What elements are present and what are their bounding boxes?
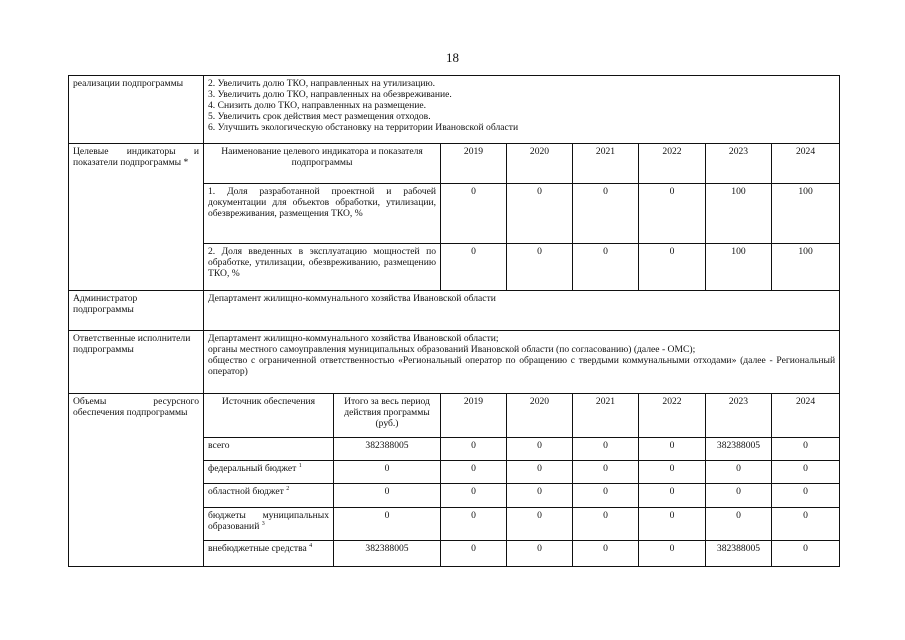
executor-item: Департамент жилищно-коммунального хозяйства Ивановской области; bbox=[208, 333, 499, 344]
indicator-name: 1. Доля разработанной проектной и рабочей документации для объектов обработки, утилизации, обезвреживания, размещения ТКО, % bbox=[204, 184, 441, 244]
funding-source bbox=[204, 541, 334, 567]
indicator-value: 100 bbox=[706, 244, 772, 291]
administrator-row bbox=[69, 291, 840, 331]
goal-item: 4. Снизить долю ТКО, направленных на размещение. bbox=[208, 100, 427, 111]
footnote-mark: 2 bbox=[286, 485, 290, 492]
row-label: Администратор подпрограммы bbox=[69, 291, 204, 331]
indicator-value: 0 bbox=[639, 244, 706, 291]
indicator-value: 0 bbox=[573, 184, 639, 244]
funding-value: 0 bbox=[507, 438, 573, 461]
indicator-name-header: Наименование целевого индикатора и показателя подпрограммы bbox=[204, 144, 441, 184]
funding-value: 0 bbox=[573, 484, 639, 508]
funding-value: 0 bbox=[573, 438, 639, 461]
administrator-value: Департамент жилищно-коммунального хозяйства Ивановской области bbox=[204, 291, 840, 331]
source-name: всего bbox=[208, 440, 230, 451]
funding-value: 0 bbox=[772, 438, 840, 461]
funding-value: 0 bbox=[441, 461, 507, 484]
funding-value: 0 bbox=[772, 508, 840, 541]
funding-value: 0 bbox=[507, 484, 573, 508]
funding-total: 0 bbox=[334, 508, 441, 541]
funding-total: 382388005 bbox=[334, 438, 441, 461]
funding-value: 0 bbox=[639, 541, 706, 567]
year-header: 2024 bbox=[772, 394, 840, 438]
funding-value: 0 bbox=[772, 484, 840, 508]
funding-value: 0 bbox=[706, 508, 772, 541]
funding-value: 0 bbox=[639, 508, 706, 541]
indicator-value: 0 bbox=[507, 244, 573, 291]
indicator-name: 2. Доля введенных в эксплуатацию мощностей по обработке, утилизации, обезвреживанию, размещению ТКО, % bbox=[204, 244, 441, 291]
goal-item: 5. Увеличить срок действия мест размещения отходов. bbox=[208, 111, 431, 122]
funding-value: 0 bbox=[772, 461, 840, 484]
funding-total: 382388005 bbox=[334, 541, 441, 567]
page-number: 18 bbox=[446, 50, 459, 65]
funding-source bbox=[204, 461, 334, 484]
source-header: Источник обеспечения bbox=[204, 394, 334, 438]
source-name: внебюджетные средства bbox=[208, 543, 307, 554]
total-header: Итого за весь период действия программы (руб.) bbox=[334, 394, 441, 438]
row-label: Ответственные исполнители подпрограммы bbox=[69, 331, 204, 394]
funding-source bbox=[204, 438, 334, 461]
funding-value: 0 bbox=[507, 541, 573, 567]
year-header: 2024 bbox=[772, 144, 840, 184]
row-label: Целевые индикаторы и показатели подпрограммы * bbox=[69, 144, 204, 291]
year-header: 2023 bbox=[706, 144, 772, 184]
indicators-header-row bbox=[69, 144, 840, 184]
goal-item: 2. Увеличить долю ТКО, направленных на утилизацию. bbox=[208, 78, 436, 89]
source-name: областной бюджет bbox=[208, 486, 284, 497]
funding-value: 0 bbox=[441, 484, 507, 508]
source-name: федеральный бюджет bbox=[208, 463, 297, 474]
year-header: 2019 bbox=[441, 394, 507, 438]
funding-value: 382388005 bbox=[706, 438, 772, 461]
indicator-value: 0 bbox=[639, 184, 706, 244]
funding-value: 0 bbox=[573, 541, 639, 567]
funding-source bbox=[204, 508, 334, 541]
year-header: 2021 bbox=[573, 394, 639, 438]
executor-item: органы местного самоуправления муниципальных образований Ивановской области (по согласованию) (далее - ОМС); bbox=[208, 344, 696, 355]
funding-value: 0 bbox=[441, 508, 507, 541]
footnote-mark: 1 bbox=[298, 462, 302, 469]
year-header: 2022 bbox=[639, 394, 706, 438]
footnote-mark: 3 bbox=[261, 520, 265, 527]
executor-item: общество с ограниченной ответственностью «Региональный оператор по обращению с твердыми коммунальными отходами» (далее - Региональный оператор) bbox=[208, 355, 836, 377]
indicator-value: 100 bbox=[706, 184, 772, 244]
funding-header-row bbox=[69, 394, 840, 438]
goal-item: 6. Улучшить экологическую обстановку на территории Ивановской области bbox=[208, 122, 519, 133]
funding-total: 0 bbox=[334, 461, 441, 484]
indicator-value: 0 bbox=[441, 184, 507, 244]
executors-list bbox=[204, 331, 840, 394]
funding-value: 0 bbox=[507, 461, 573, 484]
funding-value: 0 bbox=[441, 541, 507, 567]
funding-value: 0 bbox=[639, 438, 706, 461]
executors-row bbox=[69, 331, 840, 394]
funding-value: 0 bbox=[507, 508, 573, 541]
year-header: 2021 bbox=[573, 144, 639, 184]
year-header: 2023 bbox=[706, 394, 772, 438]
indicator-value: 100 bbox=[772, 184, 840, 244]
funding-value: 0 bbox=[706, 484, 772, 508]
goals-row bbox=[69, 76, 840, 144]
goal-item: 3. Увеличить долю ТКО, направленных на обезвреживание. bbox=[208, 89, 452, 100]
funding-value: 0 bbox=[441, 438, 507, 461]
funding-value: 0 bbox=[706, 461, 772, 484]
source-name: бюджеты муниципальных образований bbox=[208, 510, 329, 532]
year-header: 2020 bbox=[507, 394, 573, 438]
year-header: 2019 bbox=[441, 144, 507, 184]
funding-value: 0 bbox=[573, 461, 639, 484]
funding-total: 0 bbox=[334, 484, 441, 508]
indicator-value: 0 bbox=[441, 244, 507, 291]
footnote-mark: 4 bbox=[309, 542, 313, 549]
year-header: 2022 bbox=[639, 144, 706, 184]
funding-value: 0 bbox=[772, 541, 840, 567]
row-label: Объемы ресурсного обеспечения подпрограммы bbox=[69, 394, 204, 567]
indicator-value: 0 bbox=[573, 244, 639, 291]
funding-value: 0 bbox=[573, 508, 639, 541]
indicator-value: 0 bbox=[507, 184, 573, 244]
goals-list bbox=[204, 76, 840, 144]
year-header: 2020 bbox=[507, 144, 573, 184]
indicator-value: 100 bbox=[772, 244, 840, 291]
subprogram-passport-table bbox=[68, 75, 840, 567]
funding-source bbox=[204, 484, 334, 508]
funding-value: 0 bbox=[639, 461, 706, 484]
row-label: реализации подпрограммы bbox=[69, 76, 204, 144]
funding-value: 0 bbox=[639, 484, 706, 508]
funding-value: 382388005 bbox=[706, 541, 772, 567]
